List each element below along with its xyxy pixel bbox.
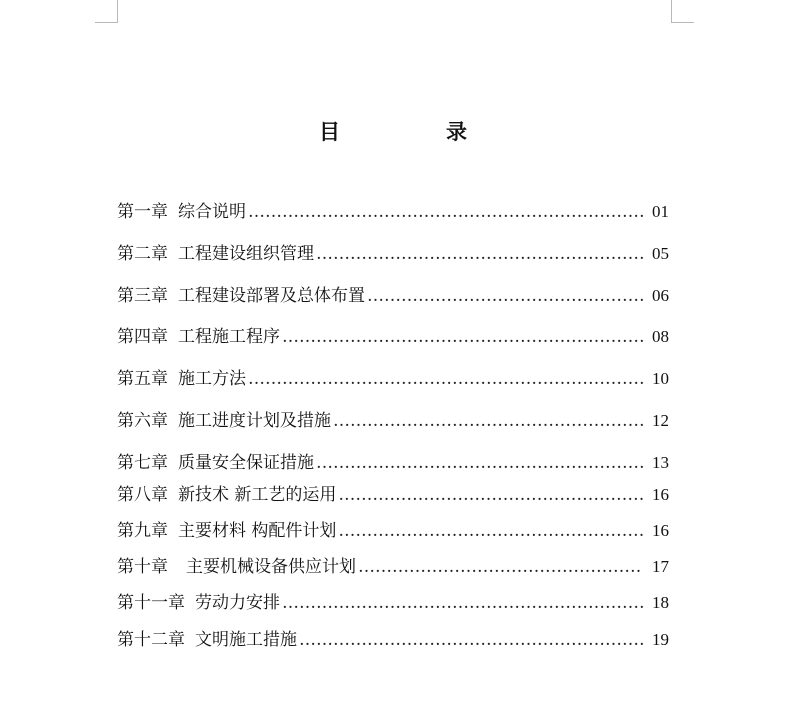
toc-chapter-title: 综合说明 xyxy=(178,202,246,222)
toc-page-number: 06 xyxy=(652,286,669,305)
toc-page-number: 16 xyxy=(652,521,669,540)
toc-leader-dots xyxy=(299,627,643,653)
toc-page-number: 17 xyxy=(652,557,669,576)
toc-chapter-title: 工程施工程序 xyxy=(178,327,280,347)
toc-leader-dots xyxy=(316,241,643,267)
toc-entry-2 xyxy=(117,241,669,267)
crop-mark-top-left xyxy=(95,0,118,23)
toc-page-number: 05 xyxy=(652,244,669,263)
toc-chapter-title: 劳动力安排 xyxy=(195,593,280,613)
toc-chapter-number: 第一章 xyxy=(117,202,168,222)
toc-chapter-title: 新技术 新工艺的运用 xyxy=(178,485,337,505)
toc-entry-5 xyxy=(117,366,669,392)
toc-leader-dots xyxy=(338,482,643,508)
toc-chapter-number: 第七章 xyxy=(117,453,168,473)
toc-heading xyxy=(0,116,791,146)
toc-page-number: 16 xyxy=(652,485,669,504)
toc-page-number: 19 xyxy=(652,630,669,649)
toc-entry-12 xyxy=(117,627,669,653)
toc-chapter-title: 主要材料 构配件计划 xyxy=(178,521,337,541)
toc-chapter-number: 第二章 xyxy=(117,244,168,264)
toc-chapter-number: 第五章 xyxy=(117,369,168,389)
toc-chapter-title: 施工方法 xyxy=(178,369,246,389)
toc-chapter-number: 第三章 xyxy=(117,286,168,306)
toc-entry-8 xyxy=(117,482,669,508)
toc-entry-4 xyxy=(117,324,669,350)
toc-heading-char-2: 录 xyxy=(446,120,467,144)
toc-leader-dots xyxy=(248,199,643,225)
toc-entry-3 xyxy=(117,283,669,309)
toc-entry-9 xyxy=(117,518,669,544)
toc-leader-dots xyxy=(316,450,643,476)
toc-leader-dots xyxy=(282,324,643,350)
toc-chapter-number: 第四章 xyxy=(117,327,168,347)
toc-page-number: 13 xyxy=(652,453,669,472)
toc-chapter-number: 第九章 xyxy=(117,521,168,541)
crop-mark-top-right xyxy=(671,0,694,23)
toc-chapter-number: 第十一章 xyxy=(117,593,185,613)
toc-page-number: 18 xyxy=(652,593,669,612)
toc-chapter-title: 主要机械设备供应计划 xyxy=(186,557,356,577)
toc-leader-dots xyxy=(338,518,643,544)
toc-page-number: 08 xyxy=(652,327,669,346)
toc-chapter-title: 工程建设组织管理 xyxy=(178,244,314,264)
toc-chapter-title: 文明施工措施 xyxy=(195,630,297,650)
toc-leader-dots xyxy=(248,366,643,392)
toc-page-number: 01 xyxy=(652,202,669,221)
toc-heading-char-1: 目 xyxy=(319,120,340,144)
toc-chapter-title: 施工进度计划及措施 xyxy=(178,411,331,431)
toc-leader-dots xyxy=(333,408,643,434)
toc-entry-11 xyxy=(117,590,669,616)
toc-entry-7 xyxy=(117,450,669,476)
toc-chapter-number: 第八章 xyxy=(117,485,168,505)
toc-leader-dots xyxy=(367,283,643,309)
toc-entry-10 xyxy=(117,554,669,580)
toc-chapter-number: 第十二章 xyxy=(117,630,185,650)
toc-entry-6 xyxy=(117,408,669,434)
toc-chapter-number: 第十章 xyxy=(117,557,168,577)
toc-leader-dots xyxy=(358,554,643,580)
toc-chapter-title: 工程建设部署及总体布置 xyxy=(178,286,365,306)
toc-chapter-title: 质量安全保证措施 xyxy=(178,453,314,473)
toc-page-number: 10 xyxy=(652,369,669,388)
toc-entry-1 xyxy=(117,199,669,225)
toc-chapter-number: 第六章 xyxy=(117,411,168,431)
toc-page-number: 12 xyxy=(652,411,669,430)
toc-leader-dots xyxy=(282,590,643,616)
